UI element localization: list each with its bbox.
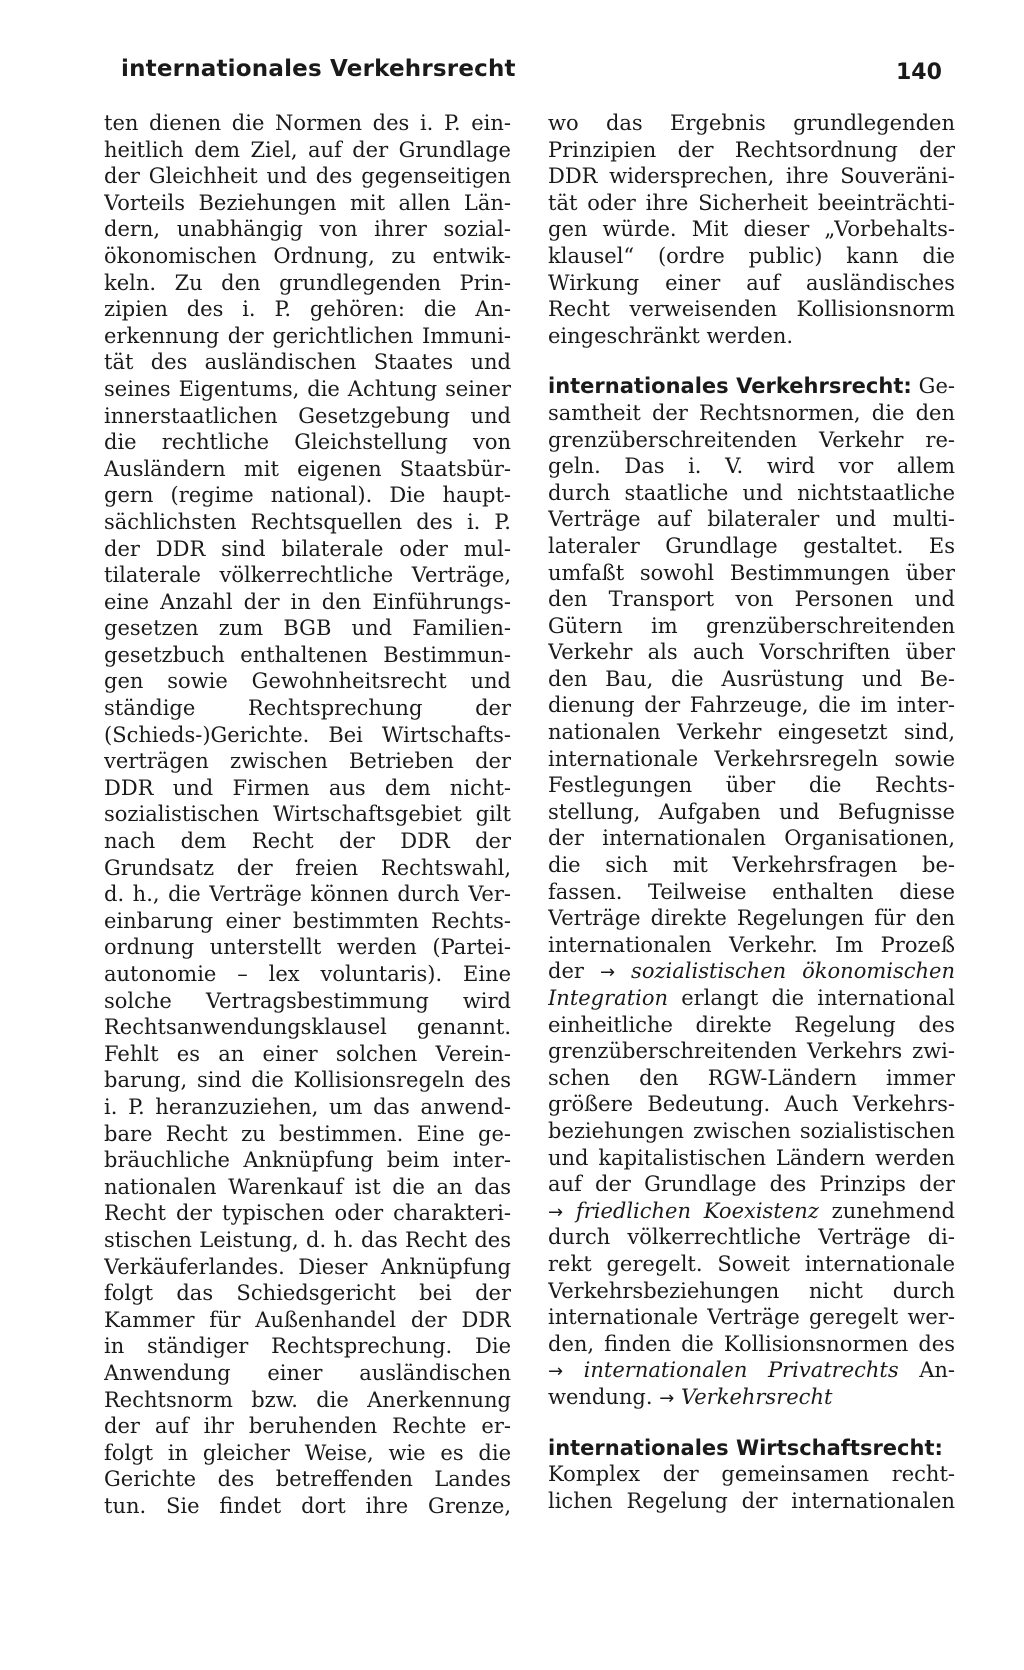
text-line: d. h., die Verträge können durch Ver-: [104, 882, 511, 907]
text-line: barung, sind die Kollisionsregeln des: [104, 1068, 511, 1093]
cross-reference-line: [548, 985, 955, 1012]
text-line: tun. Sie findet dort ihre Grenze,: [104, 1493, 511, 1518]
arrow-icon: →: [548, 1361, 564, 1383]
entry-internationales-verkehrsrecht: [548, 373, 955, 1410]
text-line: einheitliche direkte Regelung des: [548, 1012, 955, 1037]
text-line: der internationalen Organisationen,: [548, 826, 955, 851]
text-line: wo das Ergebnis grundlegenden: [548, 111, 955, 135]
text-line: Vorteils Beziehungen mit allen Län-: [104, 190, 511, 215]
text-line: nach dem Recht der DDR der: [104, 829, 511, 854]
arrow-icon: →: [599, 962, 616, 984]
text-line: lichen Regelung der internationalen: [548, 1488, 955, 1513]
text-line: gesetzen zum BGB und Familien-: [104, 616, 511, 641]
entry-internationales-wirtschaftsrecht: [548, 1435, 955, 1515]
cross-reference-link[interactable]: internationalen Privatrechts: [583, 1358, 899, 1383]
text-line: stellung, Aufgaben und Befugnisse: [548, 799, 955, 824]
cross-reference-line: [548, 1357, 955, 1384]
cross-reference-line: [548, 1198, 955, 1225]
text-line: zipien des i. P. gehören: die An-: [104, 297, 511, 322]
text-line: grenzüberschreitenden Verkehr re-: [548, 427, 955, 452]
text-line: gesetzbuch enthaltenen Bestimmun-: [104, 642, 511, 667]
page-number: 140: [896, 60, 942, 85]
text-line: den Bau, die Ausrüstung und Be-: [548, 666, 955, 691]
arrow-icon: →: [548, 1201, 564, 1223]
text-line: gen sowie Gewohnheitsrecht und: [104, 669, 511, 694]
text-line: Recht verweisenden Kollisionsnorm: [548, 297, 955, 322]
text-line: die rechtliche Gleichstellung von: [104, 430, 511, 455]
text-line: solche Vertragsbestimmung wird: [104, 988, 511, 1013]
text-line: bräuchliche Anknüpfung beim inter-: [104, 1148, 511, 1173]
entry-body: [548, 400, 955, 958]
text-line: ökonomischen Ordnung, zu entwik-: [104, 243, 511, 268]
text-line: tilaterale völkerrechtliche Verträge,: [104, 563, 511, 588]
text-fragment: zunehmend: [831, 1198, 955, 1223]
text-line: DDR und Firmen aus dem nicht-: [104, 775, 511, 800]
text-line: Prinzipien der Rechtsordnung der: [548, 137, 955, 162]
text-line: eingeschränkt werden.: [548, 323, 794, 348]
entry-first-line: [548, 1435, 955, 1462]
text-line: Wirkung einer auf ausländisches: [548, 270, 955, 295]
text-line: ten dienen die Normen des i. P. ein-: [104, 111, 511, 135]
text-line: i. P. heranzuziehen, um das anwend-: [104, 1094, 511, 1119]
text-line: Kammer für Außenhandel der DDR: [104, 1307, 511, 1332]
text-line: sächlichsten Rechtsquellen des i. P.: [104, 509, 511, 534]
text-line: die sich mit Verkehrsfragen be-: [548, 853, 955, 878]
text-line: den Transport von Personen und: [548, 587, 955, 612]
text-line: lateraler Grundlage gestaltet. Es: [548, 533, 955, 558]
text-line: autonomie – lex voluntaris). Eine: [104, 962, 511, 986]
text-line: durch staatliche und nichtstaatliche: [548, 480, 955, 505]
text-line: gen würde. Mit dieser „Vorbehalts-: [548, 217, 955, 242]
text-line: Gerichte des betreffenden Landes: [104, 1467, 511, 1492]
left-column: [104, 110, 511, 1519]
text-line: Rechtsnorm bzw. die Anerkennung: [104, 1387, 511, 1412]
text-line: geln. Das i. V. wird vor allem: [548, 454, 955, 479]
text-line: verträgen zwischen Betrieben der: [104, 749, 511, 774]
text-line: Verträge direkte Regelungen für den: [548, 906, 955, 931]
cross-reference-line: [548, 1384, 955, 1411]
entry-body: [548, 1224, 955, 1357]
text-line: internationalen Verkehr. Im Prozeß: [548, 932, 955, 957]
text-line: internationale Verträge geregelt wer-: [548, 1305, 955, 1330]
text-line: seines Eigentums, die Achtung seiner: [104, 376, 511, 401]
cross-reference-line: [548, 958, 955, 985]
text-line: dienung der Fahrzeuge, die im inter-: [548, 693, 955, 718]
text-line: bare Recht zu bestimmen. Eine ge-: [104, 1121, 511, 1146]
continuation-paragraph: [548, 110, 955, 349]
text-line: erkennung der gerichtlichen Immuni-: [104, 323, 511, 348]
text-line: internationale Verkehrsregeln sowie: [548, 746, 955, 771]
text-line: umfaßt sowohl Bestimmungen über: [548, 560, 955, 585]
running-head: internationales Verkehrsrecht: [121, 56, 516, 82]
cross-reference-link[interactable]: Verkehrsrecht: [681, 1384, 833, 1409]
text-line: fassen. Teilweise enthalten diese: [548, 879, 955, 904]
text-line: folgt in gleicher Weise, wie es die: [104, 1440, 511, 1465]
text-line: gern (regime national). Die haupt-: [104, 483, 511, 508]
entry-term: internationales Wirtschaftsrecht:: [548, 1435, 943, 1460]
text-line: der auf ihr beruhenden Rechte er-: [104, 1414, 511, 1439]
text-line: Anwendung einer ausländischen: [104, 1360, 511, 1385]
cross-reference-link[interactable]: friedlichen Koexistenz: [575, 1198, 819, 1223]
text-line: Festlegungen über die Rechts-: [548, 773, 955, 798]
text-line: in ständiger Rechtsprechung. Die: [104, 1334, 511, 1359]
text-line: grenzüberschreitenden Verkehrs zwi-: [548, 1039, 955, 1064]
text-line: innerstaatlichen Gesetzgebung und: [104, 403, 511, 428]
text-line: tät oder ihre Sicherheit beeinträchti-: [548, 190, 955, 215]
text-line: schen den RGW-Ländern immer: [548, 1065, 955, 1090]
text-line: der DDR sind bilaterale oder mul-: [104, 536, 511, 561]
text-line: einbarung einer bestimmten Rechts-: [104, 908, 511, 933]
text-line: Verkehrsbeziehungen nicht durch: [548, 1278, 955, 1303]
text-line: nationalen Verkehr eingesetzt sind,: [548, 720, 955, 745]
text-line: folgt das Schiedsgericht bei der: [104, 1281, 511, 1306]
text-line: den, finden die Kollisionsnormen des: [548, 1331, 955, 1356]
entry-body: [548, 1012, 955, 1198]
entry-body: [548, 1461, 955, 1514]
text-line: beziehungen zwischen sozialistischen: [548, 1118, 955, 1143]
text-line: Ausländern mit eigenen Staatsbür-: [104, 456, 511, 481]
text-line: tät des ausländischen Staates und: [104, 350, 511, 375]
text-line: Verkehr als auch Vorschriften über: [548, 640, 955, 665]
text-line: Verträge auf bilateraler und multi-: [548, 507, 955, 532]
entry-term: internationales Verkehrsrecht:: [548, 374, 912, 399]
text-line: der Gleichheit und des gegenseitigen: [104, 164, 511, 189]
text-line: klausel“ (ordre public) kann die: [548, 243, 955, 268]
text-line: samtheit der Rechtsnormen, die den: [548, 400, 955, 425]
text-line: ordnung unterstellt werden (Partei-: [104, 935, 511, 960]
text-line: Verkäuferlandes. Dieser Anknüpfung: [104, 1254, 511, 1279]
text-line: rekt geregelt. Soweit internationale: [548, 1251, 955, 1276]
text-line: DDR widersprechen, ihre Souveräni-: [548, 164, 955, 189]
text-line: Fehlt es an einer solchen Verein-: [104, 1041, 511, 1066]
text-line: ständige Rechtsprechung der: [104, 696, 511, 721]
text-fragment: der: [548, 959, 584, 984]
text-line: Rechtsanwendungsklausel genannt.: [104, 1015, 511, 1040]
arrow-icon: →: [659, 1387, 675, 1409]
text-line: nationalen Warenkauf ist die an das: [104, 1174, 511, 1199]
text-line: stischen Leistung, d. h. das Recht des: [104, 1227, 511, 1252]
text-line: eine Anzahl der in den Einführungs-: [104, 589, 511, 614]
text-line: sozialistischen Wirtschaftsgebiet gilt: [104, 802, 511, 827]
text-line: und kapitalistischen Ländern werden: [548, 1145, 955, 1170]
text-line: keln. Zu den grundlegenden Prin-: [104, 270, 511, 295]
text-line: auf der Grundlage des Prinzips der: [548, 1172, 955, 1197]
text-line: durch völkerrechtliche Verträge di-: [548, 1225, 955, 1250]
text-line: größere Bedeutung. Auch Verkehrs-: [548, 1092, 955, 1117]
text-fragment: An-: [919, 1358, 955, 1383]
text-line: (Schieds-)Gerichte. Bei Wirtschafts-: [104, 722, 511, 747]
entry-first-line: [548, 373, 955, 400]
text-fragment: wendung.: [548, 1384, 653, 1409]
text-line: Komplex der gemeinsamen recht-: [548, 1462, 955, 1487]
cross-reference-link[interactable]: Integration: [548, 986, 669, 1010]
text-line: dern, unabhängig von ihrer sozial-: [104, 217, 511, 242]
text-fragment: erlangt die international: [681, 986, 955, 1010]
text-line: Grundsatz der freien Rechtswahl,: [104, 855, 511, 880]
cross-reference-link[interactable]: sozialistischen ökonomischen: [631, 959, 955, 984]
text-line: heitlich dem Ziel, auf der Grundlage: [104, 137, 511, 162]
text-line: Gütern im grenzüberschreitenden: [548, 613, 955, 638]
text-line: Recht der typischen oder charakteri-: [104, 1201, 511, 1226]
right-column: [548, 110, 955, 1514]
entry-first-line-text: Ge-: [918, 374, 955, 399]
